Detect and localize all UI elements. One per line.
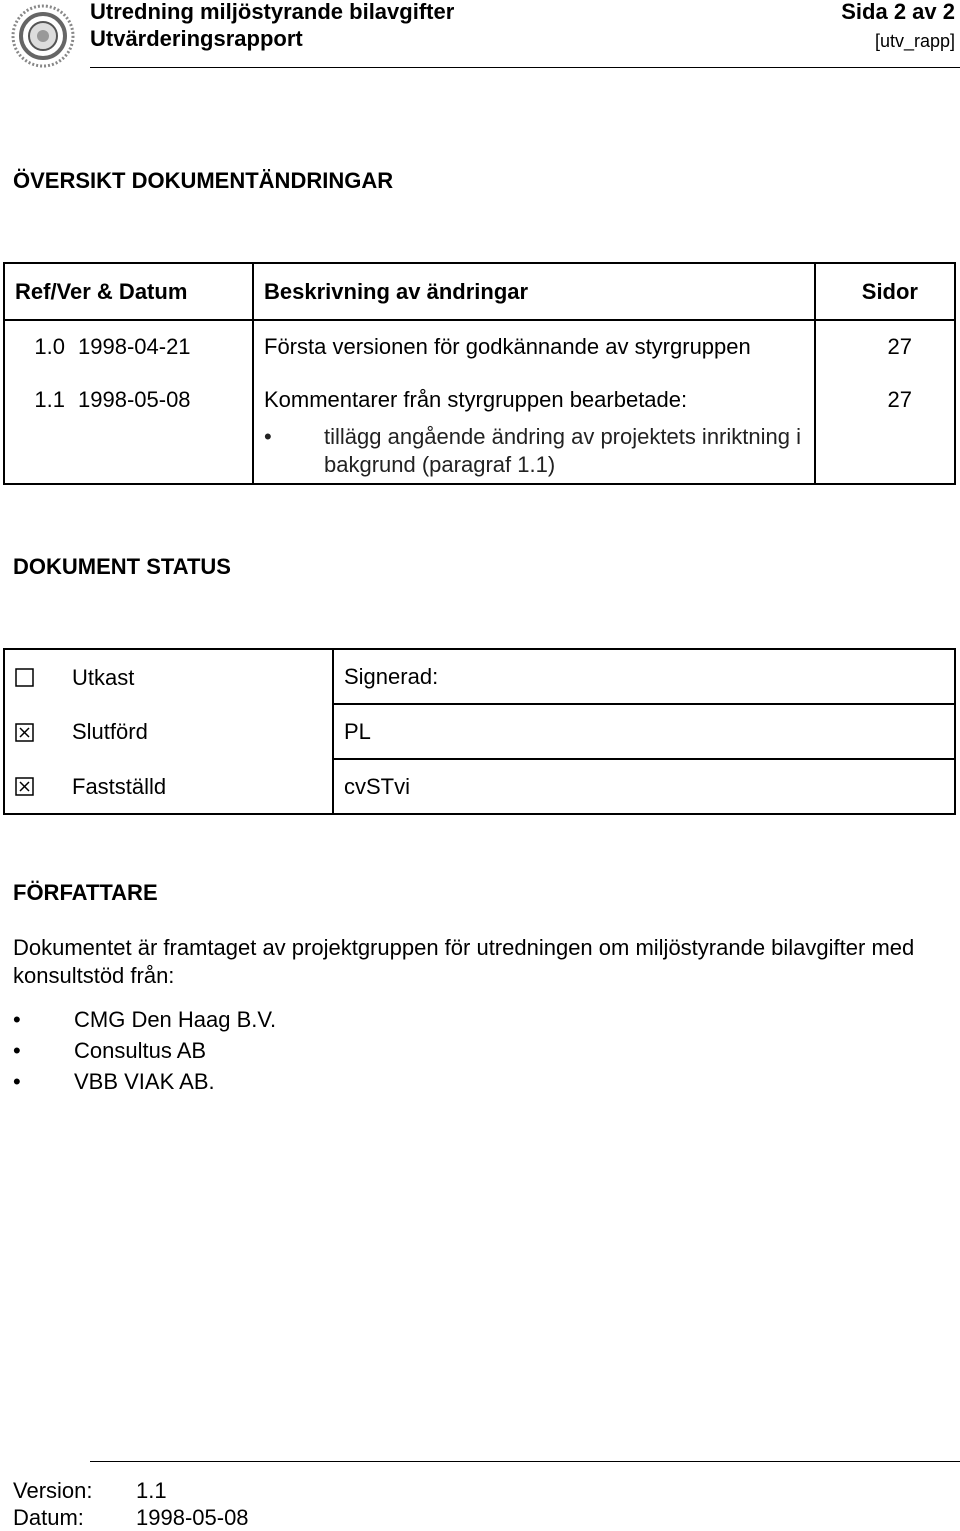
bullet-icon: •	[13, 1069, 21, 1094]
ref-cell	[4, 320, 253, 373]
page-header	[0, 0, 960, 51]
footer-version	[13, 1477, 249, 1504]
document-subtitle: Utvärderingsrapport	[90, 26, 303, 51]
description-cell: Första versionen för godkännande av styrgruppen	[253, 320, 815, 373]
ref-cell	[4, 373, 253, 484]
checkbox-checked-icon	[15, 723, 34, 742]
status-table	[3, 648, 956, 815]
signature-cell: PL	[333, 704, 955, 759]
list-item	[264, 423, 804, 479]
version-value: 1.1	[34, 387, 65, 412]
list-item	[13, 1066, 276, 1097]
date-value: 1998-05-08	[136, 1505, 249, 1530]
list-item-text: Consultus AB	[74, 1038, 207, 1063]
table-row	[4, 759, 955, 814]
pages-cell: 27	[815, 373, 955, 484]
list-item	[13, 1004, 276, 1035]
status-option	[4, 704, 333, 759]
date-value: 1998-05-08	[78, 387, 191, 412]
document-title: Utredning miljöstyrande bilavgifter	[90, 0, 455, 24]
date-value: 1998-04-21	[78, 334, 191, 359]
consultant-list	[13, 1004, 276, 1097]
column-header-description: Beskrivning av ändringar	[253, 263, 815, 320]
changes-table	[3, 262, 956, 485]
list-item-text: CMG Den Haag B.V.	[74, 1007, 277, 1032]
page-number: Sida 2 av 2	[841, 0, 955, 24]
status-label: Slutförd	[72, 719, 148, 745]
status-heading: DOKUMENT STATUS	[13, 554, 231, 579]
checkbox-unchecked-icon	[15, 668, 34, 687]
footer-rule	[90, 1461, 960, 1462]
table-row	[4, 704, 955, 759]
seal-logo-icon	[10, 3, 76, 69]
column-header-pages: Sidor	[815, 263, 955, 320]
signature-cell: cvSTvi	[333, 759, 955, 814]
bullet-icon: •	[13, 1007, 21, 1032]
authors-paragraph: Dokumentet är framtaget av projektgruppen för utredningen om miljöstyrande bilavgifter med konsultstöd från:	[13, 935, 915, 988]
pages-cell: 27	[815, 320, 955, 373]
version-value: 1.0	[34, 334, 65, 359]
table-row	[4, 320, 955, 373]
status-option	[4, 759, 333, 814]
column-header-ref: Ref/Ver & Datum	[4, 263, 253, 320]
document-reference: [utv_rapp]	[874, 31, 955, 51]
bullet-text: tillägg angående ändring av projektets inriktning i bakgrund (paragraf 1.1)	[324, 424, 801, 477]
signature-cell: Signerad:	[333, 649, 955, 704]
table-header-row	[4, 263, 955, 320]
page-footer	[13, 1477, 249, 1531]
header-rule	[90, 67, 960, 68]
authors-heading: FÖRFATTARE	[13, 880, 158, 905]
status-label: Utkast	[72, 664, 135, 690]
table-row	[4, 373, 955, 484]
version-value: 1.1	[136, 1478, 167, 1503]
date-label: Datum:	[13, 1505, 84, 1530]
description-text: Kommentarer från styrgruppen bearbetade:	[264, 387, 688, 412]
bullet-icon: •	[264, 424, 272, 449]
version-label: Version:	[13, 1478, 93, 1503]
changes-heading: ÖVERSIKT DOKUMENTÄNDRINGAR	[13, 168, 394, 193]
status-label: Fastställd	[72, 773, 167, 799]
description-cell	[253, 373, 815, 484]
list-item	[13, 1035, 276, 1066]
status-option	[4, 649, 333, 704]
table-row	[4, 649, 955, 704]
checkbox-checked-icon	[15, 777, 34, 796]
list-item-text: VBB VIAK AB.	[74, 1069, 215, 1094]
footer-date	[13, 1504, 249, 1531]
bullet-icon: •	[13, 1038, 21, 1063]
